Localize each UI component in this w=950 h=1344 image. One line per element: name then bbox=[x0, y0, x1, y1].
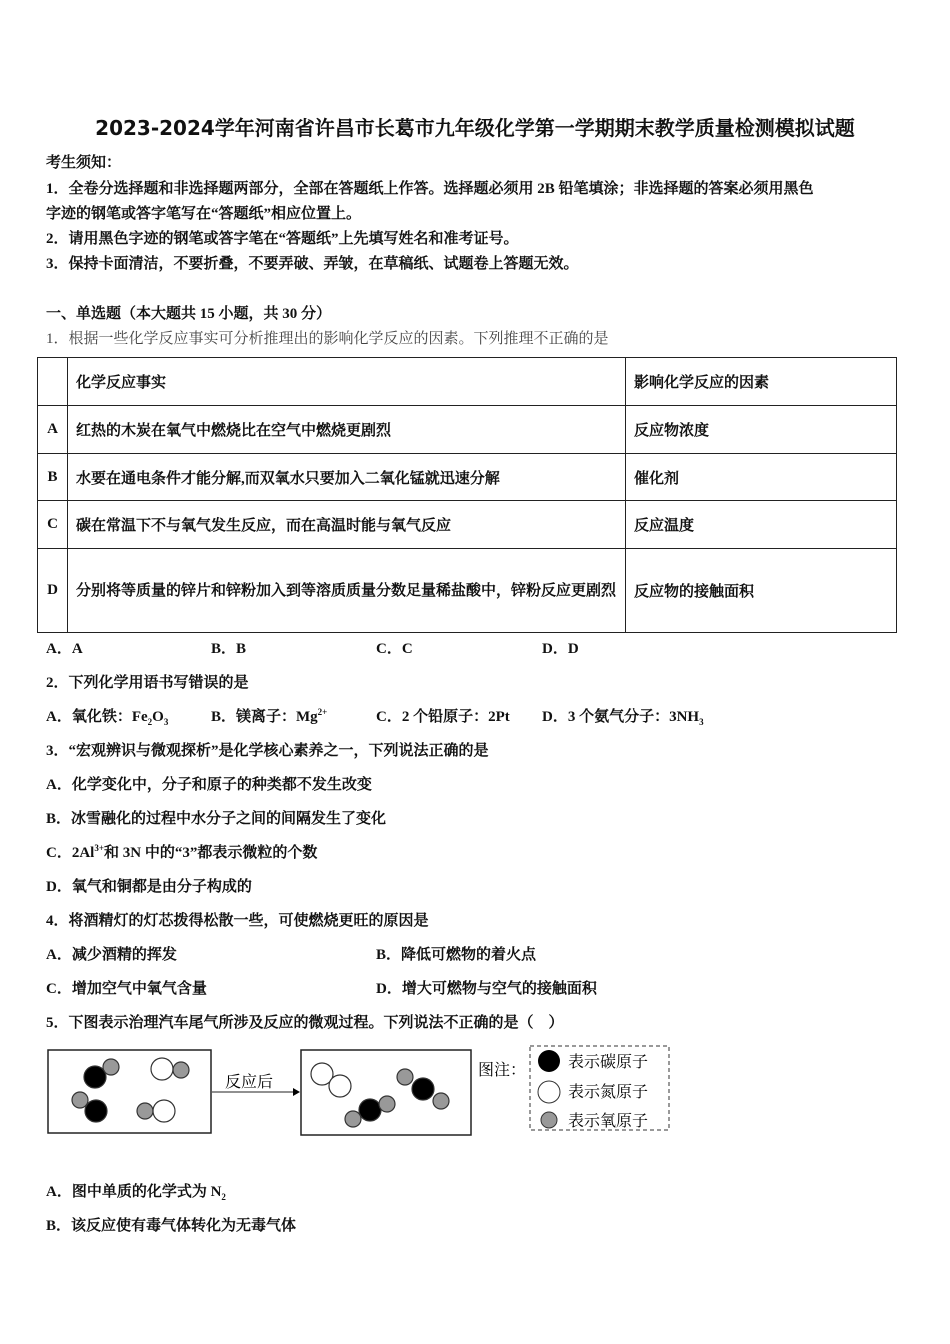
subscript: 3 bbox=[699, 717, 704, 727]
header-factor: 影响化学反应的因素 bbox=[626, 358, 897, 406]
superscript: 3+ bbox=[94, 843, 104, 853]
q5-option-a[interactable] bbox=[46, 1180, 226, 1202]
after-box bbox=[301, 1050, 471, 1135]
table-row bbox=[38, 454, 897, 501]
question-3-stem: 3．“宏观辨识与微观探析”是化学核心素养之一，下列说法正确的是 bbox=[46, 743, 489, 759]
q1-option-c[interactable]: C．C bbox=[376, 641, 413, 657]
row-factor: 反应物的接触面积 bbox=[626, 549, 897, 633]
option-text: 和 3N 中的“3”都表示微粒的个数 bbox=[103, 845, 318, 861]
notice-item: 3．保持卡面清洁，不要折叠，不要弄破、弄皱，在草稿纸、试题卷上答题无效。 bbox=[46, 256, 579, 272]
q2-option-b[interactable] bbox=[211, 705, 327, 726]
q3-option-c[interactable] bbox=[46, 841, 317, 862]
q3-option-b[interactable]: B．冰雪融化的过程中水分子之间的间隔发生了变化 bbox=[46, 811, 387, 827]
question-4-stem: 4．将酒精灯的灯芯拨得松散一些，可使燃烧更旺的原因是 bbox=[46, 913, 429, 929]
q2-option-d[interactable] bbox=[542, 705, 704, 727]
table-row bbox=[38, 549, 897, 633]
q2-option-c[interactable]: C．2 个铅原子：2Pt bbox=[376, 709, 510, 725]
subscript: 3 bbox=[163, 717, 169, 727]
q4-option-c[interactable]: C．增加空气中氧气含量 bbox=[46, 981, 207, 997]
subscript: 2 bbox=[147, 717, 153, 727]
legend-title: 图注： bbox=[478, 1060, 527, 1079]
row-fact: 碳在常温下不与氧气发生反应，而在高温时能与氧气反应 bbox=[68, 501, 626, 549]
question-2-stem: 2．下列化学用语书写错误的是 bbox=[46, 675, 249, 691]
row-fact: 水要在通电条件才能分解,而双氧水只要加入二氧化锰就迅速分解 bbox=[68, 454, 626, 501]
q4-option-b[interactable]: B．降低可燃物的着火点 bbox=[376, 947, 537, 963]
page-title: 2023-2024学年河南省许昌市长葛市九年级化学第一学期期末教学质量检测模拟试题 bbox=[95, 116, 855, 140]
option-text: C．2Al bbox=[46, 845, 95, 861]
row-key: C bbox=[38, 501, 68, 549]
notice-item: 2．请用黑色字迹的钢笔或答字笔在“答题纸”上先填写姓名和准考证号。 bbox=[46, 231, 519, 247]
notice-item: 1．全卷分选择题和非选择题两部分，全部在答题纸上作答。选择题必须用 2B 铅笔填涂；非选择题的答案必须用黑色 bbox=[46, 181, 814, 197]
header-fact: 化学反应事实 bbox=[68, 358, 626, 406]
carbon-atom-icon bbox=[538, 1050, 560, 1072]
row-factor: 反应温度 bbox=[626, 501, 897, 549]
option-text: A．氧化铁：Fe bbox=[46, 709, 148, 725]
notice-item: 字迹的钢笔或答字笔写在“答题纸”相应位置上。 bbox=[46, 206, 362, 222]
option-text: D．3 个氨气分子：3NH bbox=[542, 709, 700, 725]
table-row bbox=[38, 501, 897, 549]
option-text: O bbox=[152, 709, 164, 725]
q5-option-b[interactable]: B．该反应使有毒气体转化为无毒气体 bbox=[46, 1218, 297, 1234]
row-factor: 催化剂 bbox=[626, 454, 897, 501]
question-5-stem: 5．下图表示治理汽车尾气所涉及反应的微观过程。下列说法不正确的是（ ） bbox=[46, 1015, 564, 1031]
row-fact: 分别将等质量的锌片和锌粉加入到等溶质质量分数足量稀盐酸中，锌粉反应更剧烈 bbox=[68, 549, 626, 633]
row-key: A bbox=[38, 406, 68, 454]
section-heading: 一、单选题（本大题共 15 小题，共 30 分） bbox=[46, 306, 332, 322]
q4-option-d[interactable]: D．增大可燃物与空气的接触面积 bbox=[376, 981, 597, 997]
table-header-row bbox=[38, 358, 897, 406]
before-box bbox=[48, 1050, 211, 1133]
row-factor: 反应物浓度 bbox=[626, 406, 897, 454]
table-row bbox=[38, 406, 897, 454]
row-fact: 红热的木炭在氧气中燃烧比在空气中燃烧更剧烈 bbox=[68, 406, 626, 454]
q3-option-a[interactable]: A．化学变化中，分子和原子的种类都不发生改变 bbox=[46, 777, 372, 793]
q1-option-d[interactable]: D．D bbox=[542, 641, 579, 657]
q4-option-a[interactable]: A．减少酒精的挥发 bbox=[46, 947, 177, 963]
question-1-stem: 1．根据一些化学反应事实可分析推理出的影响化学反应的因素。下列推理不正确的是 bbox=[46, 331, 609, 347]
q1-option-b[interactable]: B．B bbox=[211, 641, 247, 657]
oxygen-atom-icon bbox=[541, 1112, 557, 1128]
subscript: 2 bbox=[221, 1192, 226, 1202]
question-1-table bbox=[37, 357, 897, 633]
legend-carbon: 表示碳原子 bbox=[568, 1052, 649, 1071]
row-key: B bbox=[38, 454, 68, 501]
row-key: D bbox=[38, 549, 68, 633]
arrow-label: 反应后 bbox=[225, 1072, 274, 1091]
nitrogen-atom-icon bbox=[538, 1081, 560, 1103]
option-text: A．图中单质的化学式为 N bbox=[46, 1184, 222, 1200]
legend-oxygen: 表示氧原子 bbox=[568, 1111, 649, 1130]
q3-option-d[interactable]: D．氧气和铜都是由分子构成的 bbox=[46, 879, 252, 895]
q2-option-a[interactable] bbox=[46, 705, 168, 727]
q1-option-a[interactable]: A．A bbox=[46, 641, 83, 657]
option-text: B．镁离子：Mg bbox=[211, 709, 318, 725]
superscript: 2+ bbox=[317, 707, 328, 717]
reaction-diagram bbox=[0, 1040, 700, 1140]
notice-heading: 考生须知： bbox=[46, 155, 122, 171]
legend-nitrogen: 表示氮原子 bbox=[568, 1082, 649, 1101]
